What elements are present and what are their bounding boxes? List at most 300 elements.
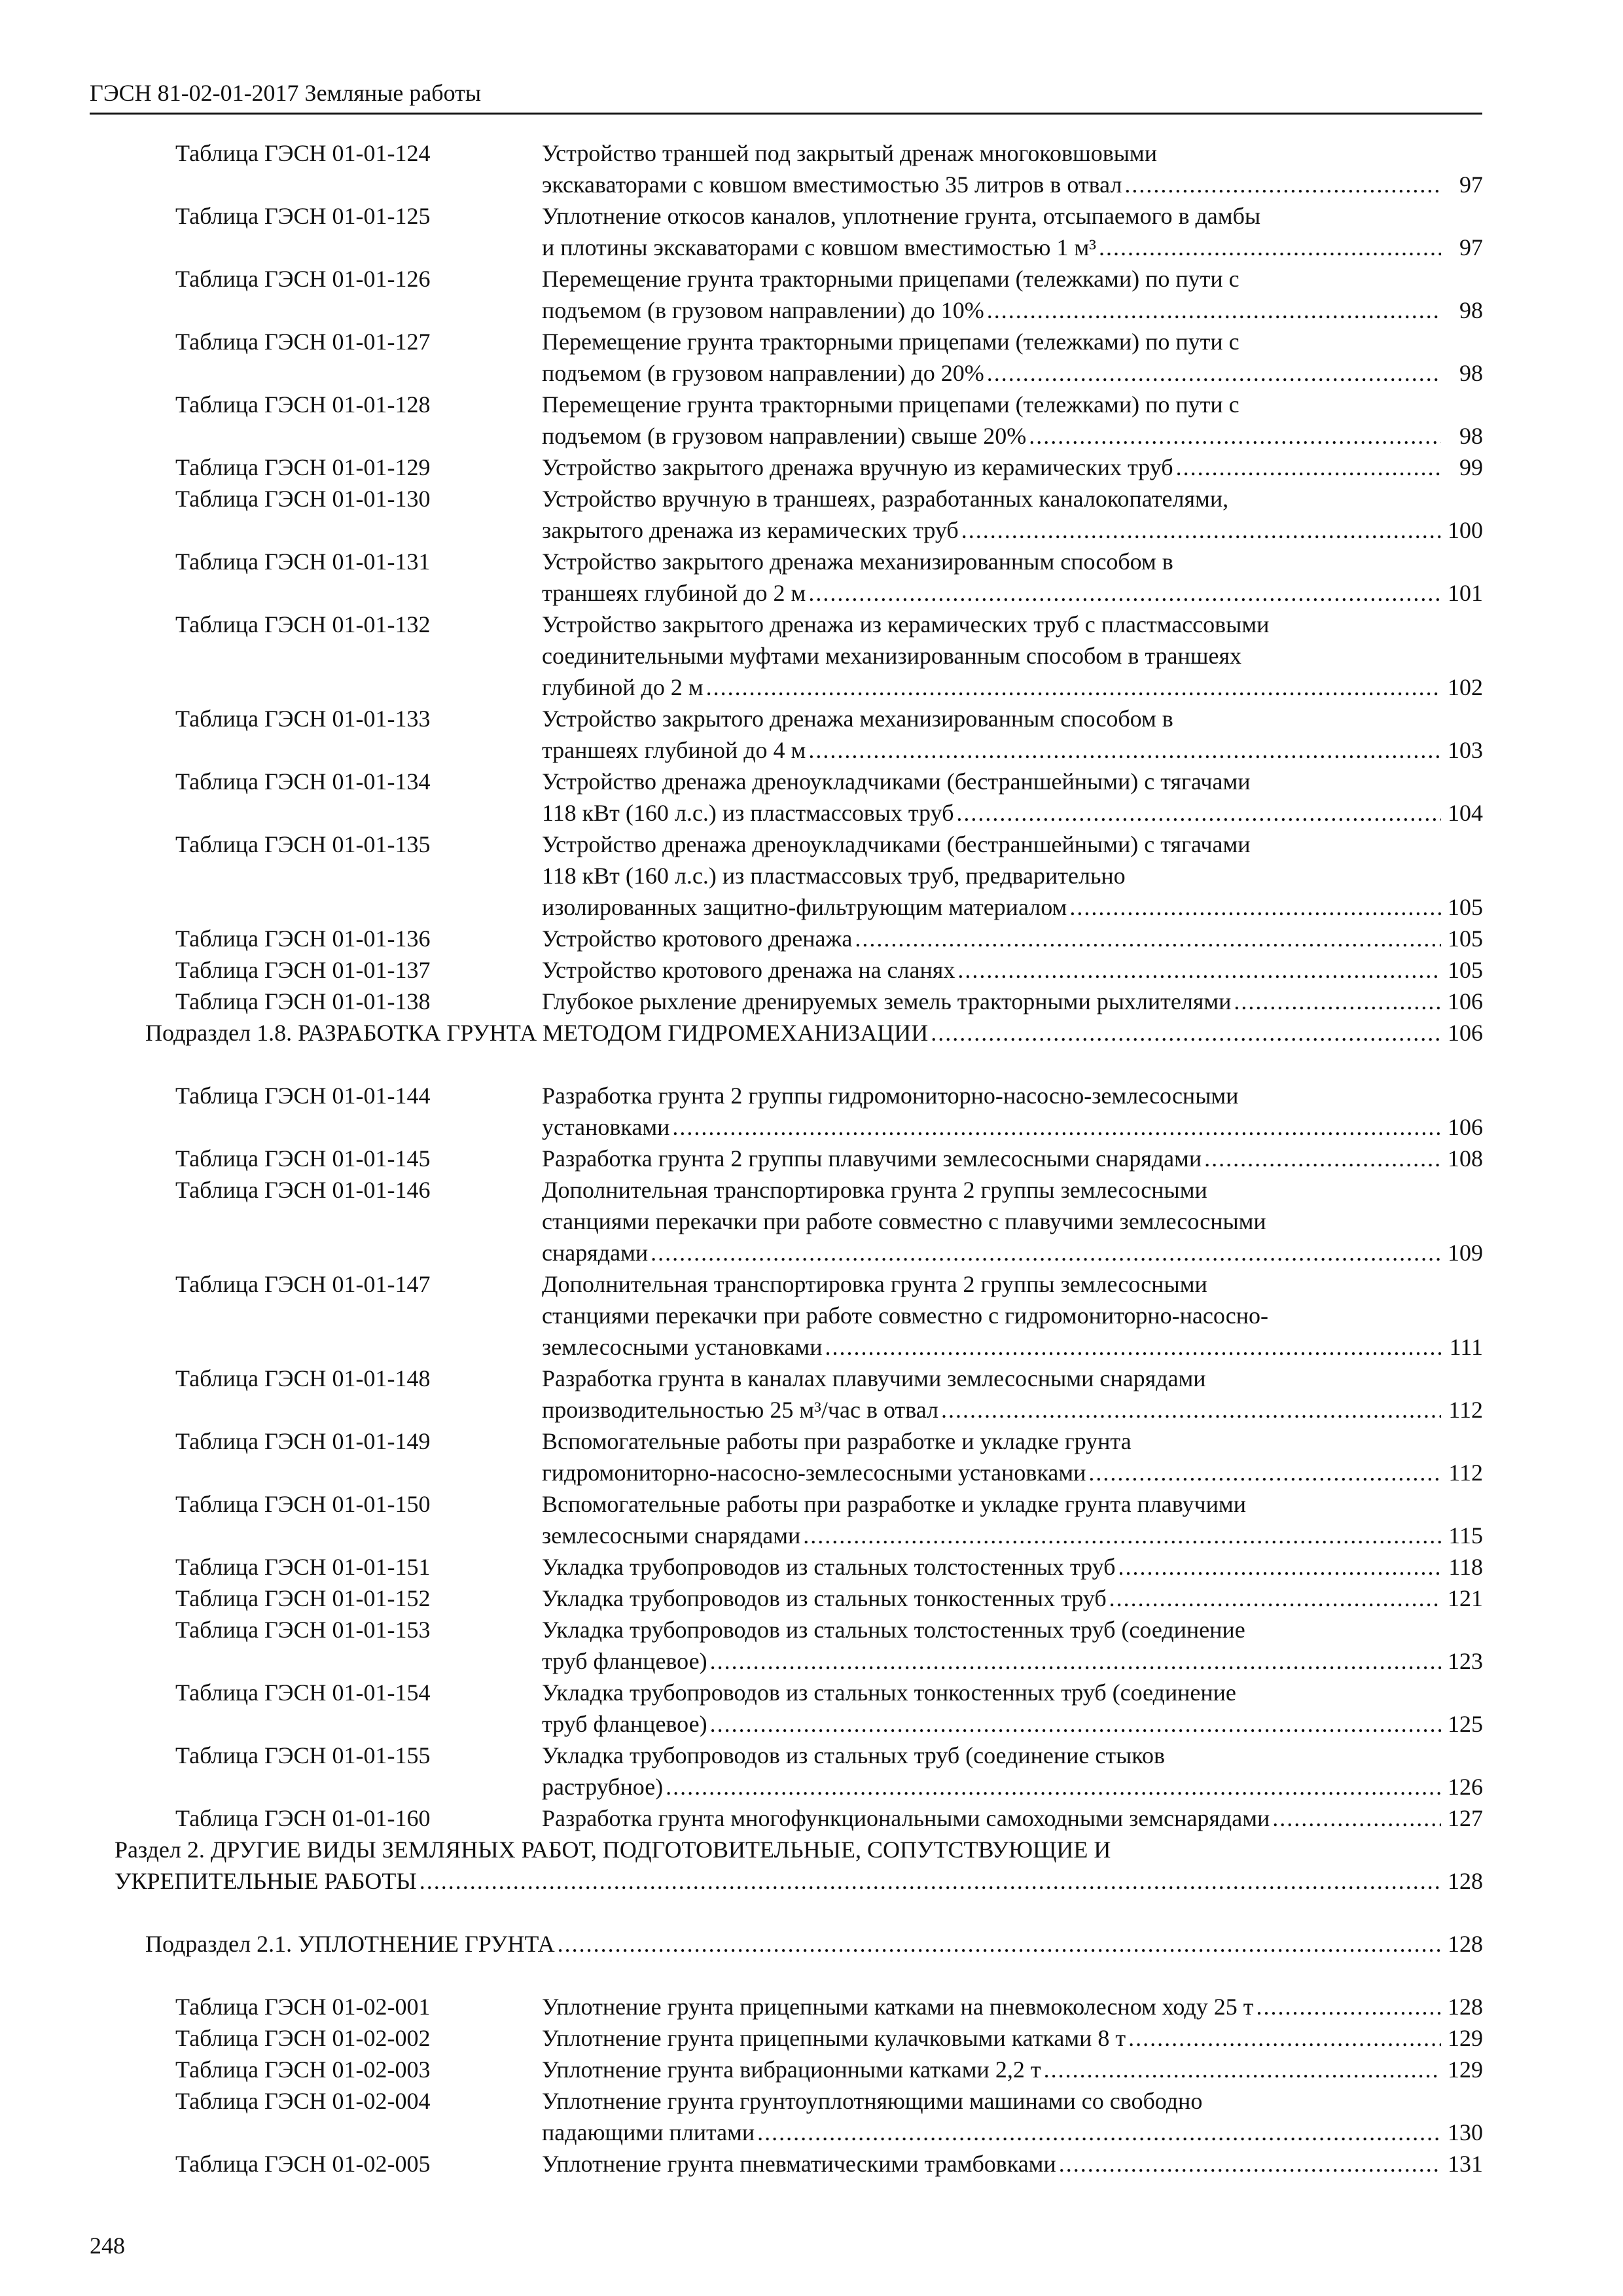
toc-line-text: Разработка грунта в каналах плавучими землесосными снарядами: [542, 1365, 1206, 1391]
toc-line: [542, 263, 1483, 295]
running-header: [90, 73, 1482, 115]
toc-table-title: [542, 546, 1483, 609]
toc-page-number: 106: [1448, 1114, 1483, 1140]
toc-table-code: Таблица ГЭСН 01-01-145: [175, 1145, 431, 1172]
toc-line-text: землесосными установками: [542, 1334, 823, 1360]
toc-table-title: [542, 2085, 1483, 2148]
toc-line-text: Перемещение грунта тракторными прицепами (тележками) по пути с: [542, 266, 1240, 292]
toc-page-number: 127: [1448, 1805, 1483, 1831]
toc-table-title: [542, 703, 1483, 766]
toc-table-title: [542, 137, 1483, 200]
toc-table-entry[interactable]: [175, 923, 1483, 954]
toc-table-entry[interactable]: [175, 954, 1483, 986]
toc-gap: [0, 1049, 1623, 1080]
toc-line: [542, 1803, 1483, 1834]
toc-line: [542, 1394, 1483, 1426]
toc-table-code: Таблица ГЭСН 01-01-124: [175, 140, 431, 166]
toc-line-text: Вспомогательные работы при разработке и укладке грунта плавучими: [542, 1491, 1246, 1517]
toc-line-text: производительностью 25 м³/час в отвал: [542, 1397, 939, 1423]
toc-page-number: 102: [1448, 674, 1483, 700]
toc-table-code: Таблица ГЭСН 01-01-131: [175, 548, 431, 575]
toc-table-entry[interactable]: [175, 137, 1483, 200]
toc-table-code: Таблица ГЭСН 01-01-132: [175, 611, 431, 637]
dot-leader: [825, 1331, 1441, 1363]
toc-table-entry[interactable]: [175, 2148, 1483, 2179]
toc-page-number: 126: [1448, 1774, 1483, 1800]
toc-table-title: [542, 2148, 1483, 2179]
toc-line: [542, 2054, 1483, 2085]
toc-line-text: Подраздел 2.1. УПЛОТНЕНИЕ ГРУНТА: [145, 1931, 555, 1957]
toc-line-text: Устройство кротового дренажа на сланях: [542, 957, 955, 983]
toc-line-text: гидромониторно-насосно-землесосными установками: [542, 1460, 1086, 1486]
toc-line-text: Укладка трубопроводов из стальных труб (соединение стыков: [542, 1742, 1165, 1768]
toc-line-text: 118 кВт (160 л.с.) из пластмассовых труб, предварительно: [542, 863, 1126, 889]
toc-line: [542, 1583, 1483, 1614]
toc-line: [542, 326, 1483, 357]
toc-line-text: Дополнительная транспортировка грунта 2 группы землесосными: [542, 1271, 1207, 1297]
toc-line: [542, 357, 1483, 389]
toc-page-number: 115: [1448, 1522, 1483, 1549]
toc-line-text: установками: [542, 1114, 670, 1140]
toc-table-title: [542, 609, 1483, 703]
toc-table-code: Таблица ГЭСН 01-01-137: [175, 957, 431, 983]
toc-line: [542, 1771, 1483, 1803]
toc-table-entry[interactable]: [175, 326, 1483, 389]
toc-gap: [0, 1897, 1623, 1928]
toc-table-title: [542, 1426, 1483, 1488]
dot-leader: [1124, 169, 1441, 200]
toc-page-number: 129: [1448, 2025, 1483, 2051]
toc-subsection-entry[interactable]: [145, 1928, 1483, 1960]
toc-line-text: станциями перекачки при работе совместно с плавучими землесосными: [542, 1208, 1266, 1234]
toc-line: [542, 169, 1483, 200]
dot-leader: [808, 577, 1441, 609]
toc-line-text: труб фланцевое): [542, 1711, 707, 1737]
toc-table-code: Таблица ГЭСН 01-01-151: [175, 1554, 431, 1580]
dot-leader: [808, 734, 1441, 766]
toc-table-entry[interactable]: [175, 1174, 1483, 1268]
toc-line-text: закрытого дренажа из керамических труб: [542, 517, 959, 543]
toc-line: [542, 1331, 1483, 1363]
toc-gap: [0, 1960, 1623, 1991]
toc-table-title: [542, 1080, 1483, 1143]
toc-table-entry[interactable]: [175, 1268, 1483, 1363]
toc-line-text: соединительными муфтами механизированным способом в траншеях: [542, 643, 1242, 669]
toc-line-text: экскаваторами с ковшом вместимостью 35 литров в отвал: [542, 171, 1122, 198]
toc-table-code: Таблица ГЭСН 01-01-135: [175, 831, 431, 857]
toc-table-code: Таблица ГЭСН 01-01-152: [175, 1585, 431, 1611]
header-title: ГЭСН 81-02-01-2017 Земляные работы: [90, 80, 482, 106]
toc-table-entry[interactable]: [175, 200, 1483, 263]
toc-line-text: Уплотнение откосов каналов, уплотнение грунта, отсыпаемого в дамбы: [542, 203, 1261, 229]
toc-table-code: Таблица ГЭСН 01-01-154: [175, 1679, 431, 1706]
toc-table-title: [542, 1740, 1483, 1803]
toc-table-title: [542, 326, 1483, 389]
toc-page-number: 128: [1448, 1994, 1483, 2020]
toc-line: [542, 452, 1483, 483]
toc-page-number: 98: [1459, 423, 1483, 449]
toc-table-title: [542, 1677, 1483, 1740]
dot-leader: [706, 672, 1441, 703]
toc-line-text: Устройство вручную в траншеях, разработанных каналокопателями,: [542, 486, 1229, 512]
toc-table-title: [542, 1614, 1483, 1677]
dot-leader: [956, 797, 1441, 829]
toc-table-title: [542, 1803, 1483, 1834]
toc-line: [542, 1363, 1483, 1394]
toc-page-number: 118: [1448, 1554, 1483, 1580]
toc-line-text: Устройство кротового дренажа: [542, 925, 853, 952]
toc-page-number: 105: [1448, 925, 1483, 952]
toc-line: [542, 860, 1483, 891]
toc-table-entry[interactable]: [175, 703, 1483, 766]
toc-line: [145, 1928, 1483, 1960]
dot-leader: [1128, 2022, 1441, 2054]
toc-page-number: 105: [1448, 894, 1483, 920]
toc-table-code: Таблица ГЭСН 01-01-149: [175, 1428, 431, 1454]
toc-page-number: 112: [1448, 1397, 1483, 1423]
toc-table-title: [542, 1268, 1483, 1363]
toc-line: [542, 1080, 1483, 1111]
toc-line-text: Устройство траншей под закрытый дренаж многоковшовыми: [542, 140, 1157, 166]
toc-table-entry[interactable]: [175, 609, 1483, 703]
dot-leader: [1118, 1551, 1441, 1583]
toc-line-text: Разработка грунта 2 группы плавучими землесосными снарядами: [542, 1145, 1202, 1172]
toc-table-entry[interactable]: [175, 1583, 1483, 1614]
dot-leader: [855, 923, 1441, 954]
toc-table-code: Таблица ГЭСН 01-02-001: [175, 1994, 431, 2020]
dot-leader: [558, 1928, 1441, 1960]
toc-line-text: Устройство закрытого дренажа механизированным способом в: [542, 548, 1173, 575]
toc-table-title: [542, 2054, 1483, 2085]
dot-leader: [1099, 232, 1441, 263]
toc-line: [542, 891, 1483, 923]
toc-line: [542, 2117, 1483, 2148]
toc-line: [542, 1614, 1483, 1645]
toc-table-title: [542, 1488, 1483, 1551]
dot-leader: [1088, 1457, 1441, 1488]
toc-line: [542, 1174, 1483, 1206]
toc-line: [542, 200, 1483, 232]
toc-table-code: Таблица ГЭСН 01-02-005: [175, 2151, 431, 2177]
toc-line-text: Разработка грунта многофункциональными самоходными земснарядами: [542, 1805, 1270, 1831]
toc-line-text: Укладка трубопроводов из стальных тонкостенных труб (соединение: [542, 1679, 1236, 1706]
toc-table-entry[interactable]: [175, 1991, 1483, 2022]
dot-leader: [1029, 420, 1441, 452]
toc-line-text: снарядами: [542, 1240, 649, 1266]
toc-table-title: [542, 1551, 1483, 1583]
toc-line: [542, 797, 1483, 829]
dot-leader: [957, 954, 1441, 986]
toc-page-number: 125: [1448, 1711, 1483, 1737]
toc-table-code: Таблица ГЭСН 01-01-125: [175, 203, 431, 229]
toc-page-number: 111: [1449, 1334, 1483, 1360]
toc-line-text: Вспомогательные работы при разработке и укладке грунта: [542, 1428, 1132, 1454]
table-of-contents: [0, 137, 1623, 2179]
toc-line: [542, 1300, 1483, 1331]
toc-line: [542, 1237, 1483, 1268]
toc-table-title: [542, 923, 1483, 954]
toc-line-text: глубиной до 2 м: [542, 674, 704, 700]
toc-line: [542, 546, 1483, 577]
toc-table-title: [542, 200, 1483, 263]
toc-line: [542, 137, 1483, 169]
toc-table-entry[interactable]: [175, 766, 1483, 829]
toc-line-text: Устройство закрытого дренажа из керамических труб с пластмассовыми: [542, 611, 1270, 637]
toc-page-number: 100: [1448, 517, 1483, 543]
dot-leader: [672, 1111, 1441, 1143]
toc-table-code: Таблица ГЭСН 01-01-148: [175, 1365, 431, 1391]
toc-table-code: Таблица ГЭСН 01-01-126: [175, 266, 431, 292]
toc-page-number: 130: [1448, 2119, 1483, 2145]
toc-table-code: Таблица ГЭСН 01-01-150: [175, 1491, 431, 1517]
toc-line-text: изолированных защитно-фильтрующим материалом: [542, 894, 1067, 920]
toc-line-text: Устройство закрытого дренажа механизированным способом в: [542, 706, 1173, 732]
toc-table-title: [542, 483, 1483, 546]
toc-line-text: Уплотнение грунта прицепными кулачковыми катками 8 т: [542, 2025, 1126, 2051]
toc-line: [542, 1206, 1483, 1237]
toc-line: [542, 1488, 1483, 1520]
toc-line: [542, 295, 1483, 326]
toc-page-number: 121: [1448, 1585, 1483, 1611]
toc-page-number: 131: [1448, 2151, 1483, 2177]
toc-page-number: 99: [1459, 454, 1483, 480]
toc-table-code: Таблица ГЭСН 01-01-136: [175, 925, 431, 952]
dot-leader: [1069, 891, 1441, 923]
toc-page-number: 98: [1459, 297, 1483, 323]
toc-table-entry[interactable]: [175, 2022, 1483, 2054]
page-number: 248: [90, 2233, 125, 2259]
toc-table-code: Таблица ГЭСН 01-01-153: [175, 1617, 431, 1643]
toc-table-code: Таблица ГЭСН 01-01-160: [175, 1805, 431, 1831]
toc-line-text: Перемещение грунта тракторными прицепами (тележками) по пути с: [542, 391, 1240, 418]
toc-line-text: траншеях глубиной до 2 м: [542, 580, 806, 606]
dot-leader: [710, 1708, 1441, 1740]
toc-table-entry[interactable]: [175, 1803, 1483, 1834]
toc-line: [542, 672, 1483, 703]
toc-page-number: 129: [1448, 2056, 1483, 2083]
toc-table-code: Таблица ГЭСН 01-01-144: [175, 1083, 431, 1109]
toc-line: [115, 1834, 1483, 1865]
toc-line: [542, 514, 1483, 546]
toc-line: [542, 703, 1483, 734]
toc-line: [542, 420, 1483, 452]
toc-line-text: Глубокое рыхление дренируемых земель тракторными рыхлителями: [542, 988, 1232, 1014]
toc-table-code: Таблица ГЭСН 01-01-138: [175, 988, 431, 1014]
toc-line-text: Уплотнение грунта вибрационными катками 2,2 т: [542, 2056, 1041, 2083]
toc-line-text: Перемещение грунта тракторными прицепами (тележками) по пути с: [542, 329, 1240, 355]
toc-table-entry[interactable]: [175, 829, 1483, 923]
toc-line: [542, 232, 1483, 263]
toc-table-code: Таблица ГЭСН 01-02-004: [175, 2088, 431, 2114]
toc-table-code: Таблица ГЭСН 01-01-127: [175, 329, 431, 355]
toc-page-number: 97: [1459, 171, 1483, 198]
toc-line: [542, 577, 1483, 609]
toc-table-title: [542, 829, 1483, 923]
toc-table-code: Таблица ГЭСН 01-01-147: [175, 1271, 431, 1297]
toc-table-title: [542, 2022, 1483, 2054]
dot-leader: [419, 1865, 1441, 1897]
toc-section-entry[interactable]: [115, 1834, 1483, 1897]
toc-table-code: Таблица ГЭСН 01-02-003: [175, 2056, 431, 2083]
toc-table-title: [542, 766, 1483, 829]
toc-line: [542, 734, 1483, 766]
dot-leader: [651, 1237, 1441, 1268]
toc-table-title: [542, 263, 1483, 326]
toc-table-entry[interactable]: [175, 1488, 1483, 1551]
toc-subsection-entry[interactable]: [145, 1017, 1483, 1049]
toc-line-text: падающими плитами: [542, 2119, 755, 2145]
toc-line-text: раструбное): [542, 1774, 664, 1800]
toc-line-text: подъемом (в грузовом направлении) до 20%: [542, 360, 984, 386]
toc-line: [542, 1677, 1483, 1708]
toc-table-entry[interactable]: [175, 1080, 1483, 1143]
toc-page-number: 105: [1448, 957, 1483, 983]
toc-line-text: Устройство закрытого дренажа вручную из керамических труб: [542, 454, 1173, 480]
toc-line-text: Уплотнение грунта пневматическими трамбовками: [542, 2151, 1056, 2177]
toc-line: [542, 483, 1483, 514]
toc-line: [542, 2022, 1483, 2054]
toc-line: [542, 1991, 1483, 2022]
toc-page-number: 104: [1448, 800, 1483, 826]
toc-table-title: [542, 1991, 1483, 2022]
toc-table-entry[interactable]: [175, 2054, 1483, 2085]
toc-table-entry[interactable]: [175, 483, 1483, 546]
toc-line: [115, 1865, 1483, 1897]
toc-table-title: [542, 389, 1483, 452]
toc-line: [542, 1645, 1483, 1677]
dot-leader: [1272, 1803, 1441, 1834]
toc-line-text: Раздел 2. ДРУГИЕ ВИДЫ ЗЕМЛЯНЫХ РАБОТ, ПОДГОТОВИТЕЛЬНЫЕ, СОПУТСТВУЮЩИЕ И: [115, 1837, 1111, 1863]
toc-line-text: 118 кВт (160 л.с.) из пластмассовых труб: [542, 800, 954, 826]
toc-line: [542, 640, 1483, 672]
toc-line: [542, 923, 1483, 954]
toc-table-code: Таблица ГЭСН 01-01-146: [175, 1177, 431, 1203]
toc-line: [542, 609, 1483, 640]
toc-line-text: землесосными снарядами: [542, 1522, 801, 1549]
toc-line-text: станциями перекачки при работе совместно с гидромониторно-насосно-: [542, 1302, 1268, 1329]
toc-page-number: 103: [1448, 737, 1483, 763]
toc-page-number: 97: [1459, 234, 1483, 260]
toc-table-entry[interactable]: [175, 1614, 1483, 1677]
toc-page-number: 128: [1448, 1931, 1483, 1957]
toc-line-text: подъемом (в грузовом направлении) свыше 20%: [542, 423, 1027, 449]
toc-table-entry[interactable]: [175, 263, 1483, 326]
toc-line: [542, 1520, 1483, 1551]
toc-line: [542, 986, 1483, 1017]
toc-line: [542, 1143, 1483, 1174]
dot-leader: [941, 1394, 1441, 1426]
toc-page-number: 106: [1448, 988, 1483, 1014]
toc-line-text: УКРЕПИТЕЛЬНЫЕ РАБОТЫ: [115, 1868, 417, 1894]
toc-table-entry[interactable]: [175, 1551, 1483, 1583]
toc-line: [542, 389, 1483, 420]
toc-table-entry[interactable]: [175, 2085, 1483, 2148]
toc-page-number: 109: [1448, 1240, 1483, 1266]
toc-page-number: 123: [1448, 1648, 1483, 1674]
toc-line: [542, 1111, 1483, 1143]
toc-line-text: Укладка трубопроводов из стальных толстостенных труб: [542, 1554, 1116, 1580]
toc-table-entry[interactable]: [175, 1363, 1483, 1426]
toc-table-code: Таблица ГЭСН 01-01-134: [175, 768, 431, 795]
toc-line-text: Уплотнение грунта прицепными катками на пневмоколесном ходу 25 т: [542, 1994, 1254, 2020]
toc-table-title: [542, 1174, 1483, 1268]
dot-leader: [931, 1017, 1441, 1049]
toc-table-title: [542, 954, 1483, 986]
toc-table-entry[interactable]: [175, 1740, 1483, 1803]
toc-line: [542, 2085, 1483, 2117]
toc-line: [542, 954, 1483, 986]
dot-leader: [1256, 1991, 1441, 2022]
toc-table-code: Таблица ГЭСН 01-01-155: [175, 1742, 431, 1768]
toc-line-text: Укладка трубопроводов из стальных тонкостенных труб: [542, 1585, 1107, 1611]
dot-leader: [1044, 2054, 1441, 2085]
toc-line-text: Устройство дренажа дреноукладчиками (бестраншейными) с тягачами: [542, 768, 1251, 795]
toc-table-code: Таблица ГЭСН 01-02-002: [175, 2025, 431, 2051]
dot-leader: [1176, 452, 1441, 483]
toc-line: [542, 1426, 1483, 1457]
toc-page-number: 101: [1448, 580, 1483, 606]
toc-line-text: Подраздел 1.8. РАЗРАБОТКА ГРУНТА МЕТОДОМ ГИДРОМЕХАНИЗАЦИИ: [145, 1020, 929, 1046]
dot-leader: [1109, 1583, 1441, 1614]
toc-line: [542, 1551, 1483, 1583]
toc-table-title: [542, 1363, 1483, 1426]
toc-line: [542, 1457, 1483, 1488]
toc-line: [542, 1268, 1483, 1300]
toc-line-text: Уплотнение грунта грунтоуплотняющими машинами со свободно: [542, 2088, 1203, 2114]
dot-leader: [961, 514, 1441, 546]
toc-page-number: 98: [1459, 360, 1483, 386]
dot-leader: [1234, 986, 1441, 1017]
toc-line-text: Разработка грунта 2 группы гидромониторно-насосно-землесосными: [542, 1083, 1239, 1109]
toc-line-text: Укладка трубопроводов из стальных толстостенных труб (соединение: [542, 1617, 1245, 1643]
dot-leader: [666, 1771, 1441, 1803]
toc-line-text: труб фланцевое): [542, 1648, 707, 1674]
toc-table-entry[interactable]: [175, 1426, 1483, 1488]
toc-line: [542, 1708, 1483, 1740]
toc-table-title: [542, 1583, 1483, 1614]
toc-table-entry[interactable]: [175, 546, 1483, 609]
dot-leader: [710, 1645, 1441, 1677]
toc-line: [542, 829, 1483, 860]
toc-table-entry[interactable]: [175, 389, 1483, 452]
toc-line-text: подъемом (в грузовом направлении) до 10%: [542, 297, 984, 323]
toc-line: [542, 766, 1483, 797]
toc-page-number: 112: [1448, 1460, 1483, 1486]
toc-page-number: 128: [1448, 1868, 1483, 1894]
toc-line: [145, 1017, 1483, 1049]
dot-leader: [803, 1520, 1441, 1551]
toc-line-text: Дополнительная транспортировка грунта 2 группы землесосными: [542, 1177, 1207, 1203]
toc-table-title: [542, 986, 1483, 1017]
toc-table-code: Таблица ГЭСН 01-01-129: [175, 454, 431, 480]
toc-line: [542, 1740, 1483, 1771]
toc-table-entry[interactable]: [175, 986, 1483, 1017]
dot-leader: [987, 357, 1441, 389]
dot-leader: [1059, 2148, 1441, 2179]
toc-line: [542, 2148, 1483, 2179]
toc-table-entry[interactable]: [175, 1143, 1483, 1174]
toc-table-code: Таблица ГЭСН 01-01-128: [175, 391, 431, 418]
dot-leader: [757, 2117, 1441, 2148]
toc-page-number: 108: [1448, 1145, 1483, 1172]
toc-table-code: Таблица ГЭСН 01-01-133: [175, 706, 431, 732]
toc-table-entry[interactable]: [175, 452, 1483, 483]
toc-table-title: [542, 452, 1483, 483]
toc-line-text: и плотины экскаваторами с ковшом вместимостью 1 м³: [542, 234, 1097, 260]
toc-line-text: Устройство дренажа дреноукладчиками (бестраншейными) с тягачами: [542, 831, 1251, 857]
toc-table-code: Таблица ГЭСН 01-01-130: [175, 486, 431, 512]
toc-table-entry[interactable]: [175, 1677, 1483, 1740]
